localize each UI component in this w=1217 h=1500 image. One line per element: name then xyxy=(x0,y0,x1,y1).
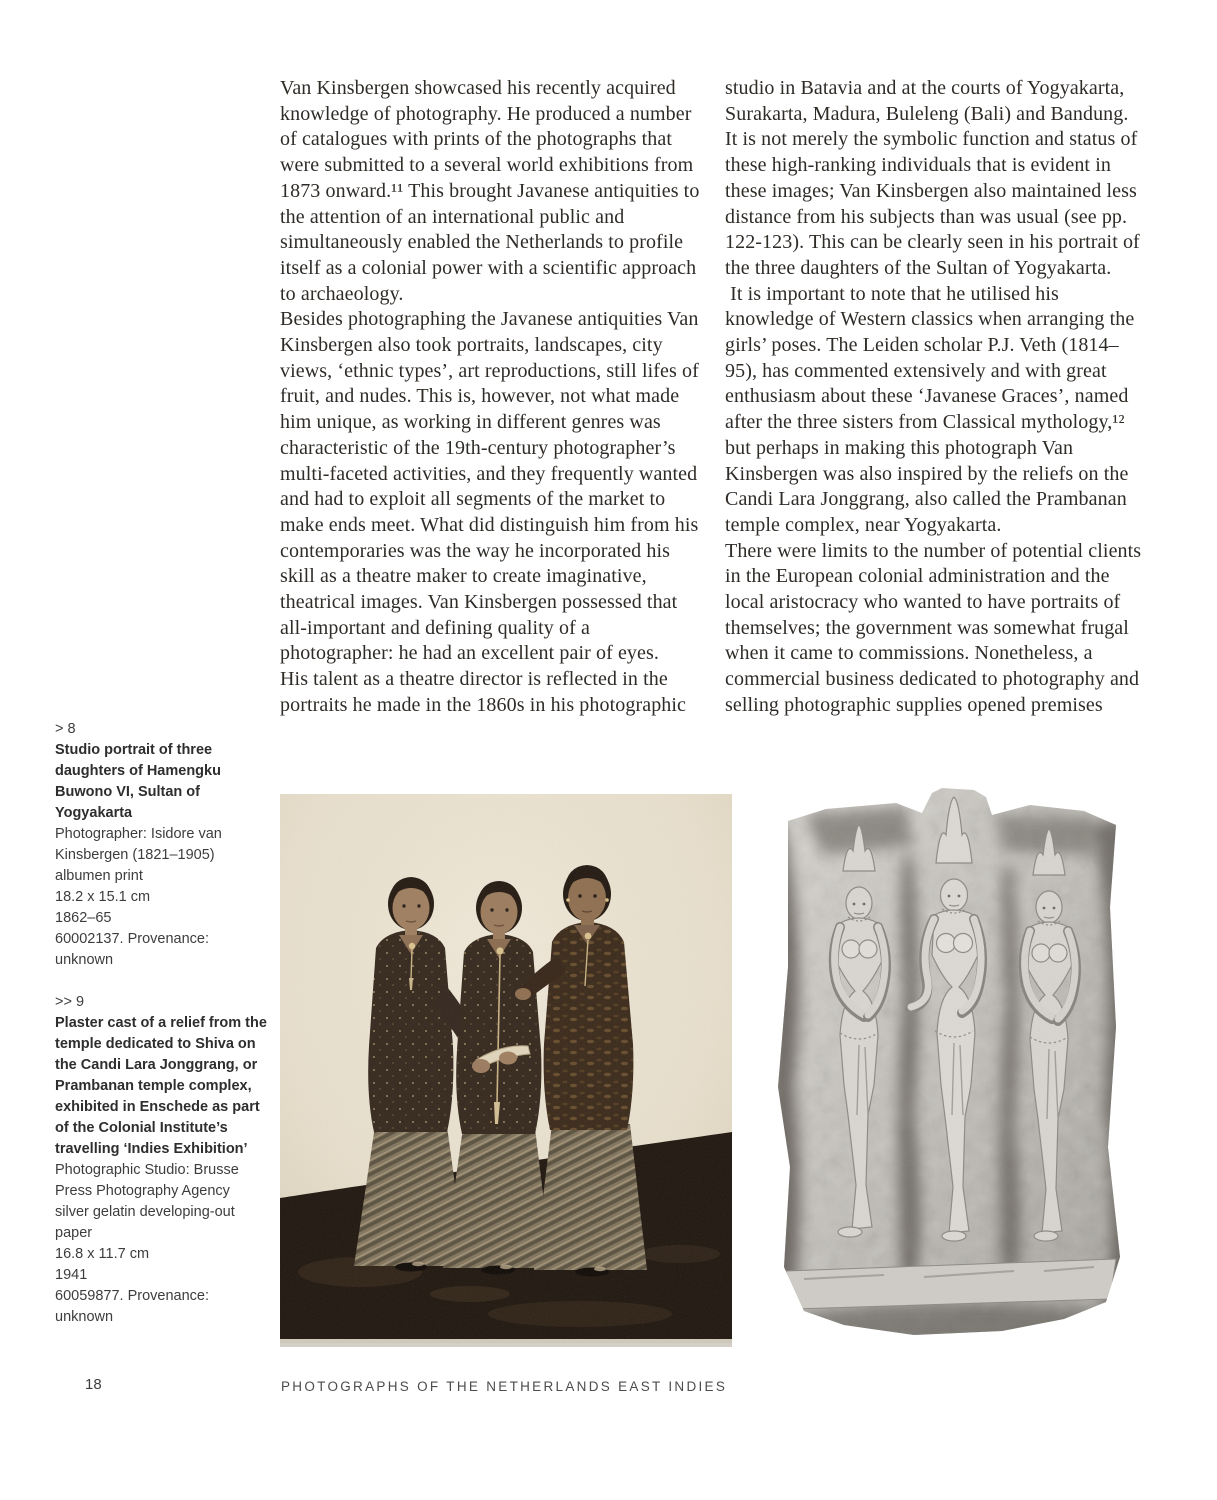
paragraph: There were limits to the number of potential clients in the European colonial administration and the local aristocracy who wanted to have portraits of themselves; the government was somewhat frugal when it came to commissions. Nonetheless, a commercial business dedicated to photography and selling photographic supplies opened premises xyxy=(725,539,1142,716)
paragraph: It is important to note that he utilised his knowledge of Western classics when arranging the girls’ poses. The Leiden scholar P.J. Veth (1814–95), has commented extensively and with great enthusiasm about these ‘Javanese Graces’, named after the three sisters from Classical mythology,¹² but perhaps in making this photograph Van Kinsbergen was also inspired by the reliefs on the Candi Lara Jonggrang, also called the Prambanan temple complex, near Yogyakarta. xyxy=(725,282,1135,536)
caption-detail-line: albumen print xyxy=(55,868,143,884)
paragraph: Besides photographing the Javanese antiquities Van Kinsbergen also took portraits, landscapes, city views, ‘ethnic types’, art reproductions, still lifes of fruit, and nudes. This is, however, not what made him unique, as working in different genres was characteristic of the 19th-century photographer’s multi-faceted activities, and they frequently wanted and had to exploit all segments of the market to make ends meet. What did distinguish him from his contemporaries was the way he incorporated his skill as a theatre maker to create imaginative, theatrical images. Van Kinsbergen possessed that all-important and defining quality of a photographer: he had an excellent pair of eyes. xyxy=(280,308,699,665)
caption-title: Plaster cast of a relief from the temple dedicated to Shiva on the Candi Lara Jonggrang, or Prambanan temple complex, exhibited in Enschede as part of the Colonial Institute’s travelling ‘Indies Exhibition’ xyxy=(55,1015,267,1157)
studio-portrait-art xyxy=(280,794,732,1343)
studio-portrait-photo xyxy=(280,794,732,1346)
caption-detail-line: 1862–65 xyxy=(55,910,112,926)
paragraph: Van Kinsbergen showcased his recently acquired knowledge of photography. He produced a number of catalogues with prints of the photographs that were submitted to a several world exhibitions from 1873 onward.¹¹ This brought Javanese antiquities to the attention of an international public and simultaneously enabled the Netherlands to profile itself as a colonial power with a scientific approach to archaeology. xyxy=(280,77,700,305)
text-column-right xyxy=(725,76,1145,719)
caption-title: Studio portrait of three daughters of Hamengku Buwono VI, Sultan of Yogyakarta xyxy=(55,742,221,821)
caption-detail-line: 1941 xyxy=(55,1267,88,1283)
caption-detail-line: 16.8 x 11.7 cm xyxy=(55,1246,150,1262)
caption-marker: >> 9 xyxy=(55,994,85,1010)
relief-cast-art xyxy=(764,785,1141,1345)
photo-bottom-shadow xyxy=(280,1343,732,1347)
caption-detail-line: 60002137. Provenance: unknown xyxy=(55,931,209,968)
caption-details xyxy=(55,1160,267,1328)
caption-detail-line: Photographic Studio: Brusse Press Photography Agency xyxy=(55,1162,239,1199)
paragraph: His talent as a theatre director is reflected in the portraits he made in the 1860s in his photographic xyxy=(280,668,687,716)
caption-figure-9 xyxy=(55,992,267,1328)
caption-detail-line: Photographer: Isidore van Kinsbergen (1821–1905) xyxy=(55,826,222,863)
running-title: PHOTOGRAPHS OF THE NETHERLANDS EAST INDIES xyxy=(281,1379,728,1394)
caption-detail-line: 18.2 x 15.1 cm xyxy=(55,889,151,905)
paragraph: studio in Batavia and at the courts of Yogyakarta, Surakarta, Madura, Buleleng (Bali) and Bandung. It is not merely the symbolic function and status of these high-ranking individuals that is evident in these images; Van Kinsbergen also maintained less distance from his subjects than was usual (see pp. 122-123). This can be clearly seen in his portrait of the three daughters of the Sultan of Yogyakarta. xyxy=(725,77,1140,279)
caption-figure-8 xyxy=(55,719,267,971)
caption-detail-line: silver gelatin developing-out paper xyxy=(55,1204,235,1241)
text-column-left xyxy=(280,76,704,719)
caption-marker: > 8 xyxy=(55,721,76,737)
page-number: 18 xyxy=(85,1376,102,1393)
caption-details xyxy=(55,824,267,971)
relief-cast-photo xyxy=(764,785,1141,1345)
caption-detail-line: 60059877. Provenance: unknown xyxy=(55,1288,209,1325)
